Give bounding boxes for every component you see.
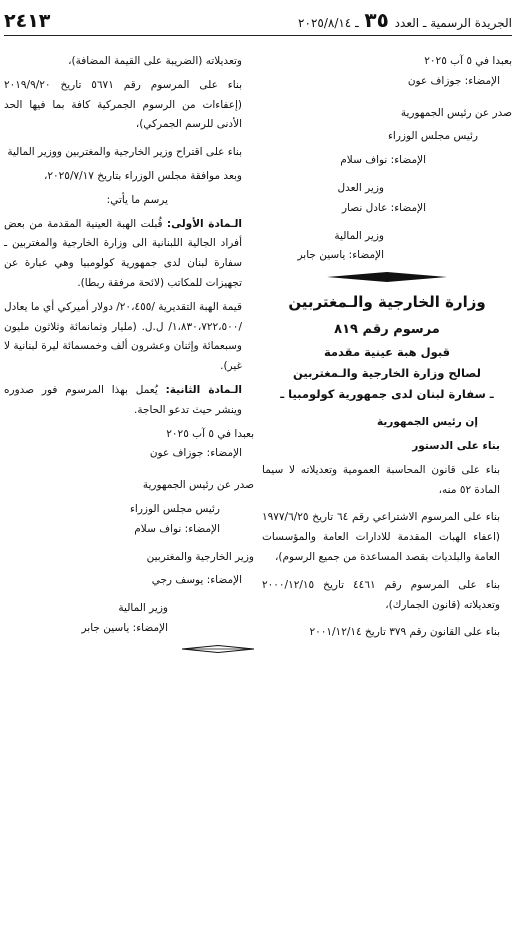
signing-date: بعبدا في ٥ آب ٢٠٢٥	[424, 55, 512, 67]
justice-minister-title: وزير العدل	[337, 181, 384, 194]
issue-number: ٣٥	[364, 8, 389, 32]
council-approval: وبعد موافقة مجلس الوزراء بتاريخ ٢٠٢٥/٧/١٧،	[44, 169, 242, 182]
issue-date: ـ ٢٠٢٥/٨/١٤	[298, 16, 359, 30]
right-column	[262, 52, 512, 643]
page-header	[4, 4, 512, 36]
legal-basis-paragraph: بناء على المرسوم رقم ٥٦٧١ تاريخ ٢٠١٩/٩/٢٠ (إعفاءات من الرسوم الجمركية كافة بما فيها الحد الأدنى للرسم الجمركي)،	[4, 78, 242, 131]
issued-by: صدر عن رئيس الجمهورية	[400, 106, 512, 119]
article-two	[4, 381, 254, 421]
signature-finance: الإمضاء: ياسين جابر	[297, 249, 384, 262]
left-column	[4, 52, 254, 653]
signature-pm: الإمضاء: نواف سلام	[340, 154, 426, 167]
signature-foreign: الإمضاء: يوسف رجي	[151, 574, 242, 587]
signing-date: بعبدا في ٥ آب ٢٠٢٥	[166, 427, 254, 440]
ministry-title: وزارة الخارجية والـمغتربين	[288, 293, 486, 312]
signature-president: الإمضاء: جوزاف عون	[149, 447, 242, 460]
signature-pm: الإمضاء: نواف سلام	[134, 522, 220, 535]
legal-basis-paragraph: بناء على اقتراح وزير الخارجية والمغتربين ووزير المالية	[7, 146, 242, 159]
pm-title: رئيس مجلس الوزراء	[387, 130, 478, 143]
signature-finance: الإمضاء: ياسين جابر	[81, 621, 168, 634]
legal-basis-paragraph: بناء على المرسوم الاشتراعي رقم ٦٤ تاريخ ١٩٧٧/٦/٢٥ (اعفاء الهبات المقدمة للادارات العامة والمؤسسات العامة والبلديات بقصد المساعدة من جميع الرسوم)،	[262, 511, 500, 563]
decrees-heading: يرسم ما يأتي:	[106, 193, 168, 206]
issued-by: صدر عن رئيس الجمهورية	[142, 479, 254, 492]
header-title-group	[298, 8, 512, 32]
legal-basis-paragraph: بناء على القانون رقم ٣٧٩ تاريخ ٢٠٠١/١٢/١٤	[309, 626, 500, 639]
legal-basis-paragraph: وتعديلاته (الضريبة على القيمة المضافة)،	[68, 55, 242, 67]
decree-subject-line: لصالح وزارة الخارجية والـمغتربين	[293, 366, 481, 381]
foreign-minister-title: وزير الخارجية والمغتربين	[146, 550, 254, 563]
article-two-label: الـمادة الثانية:	[165, 383, 243, 396]
president-heading: إن رئيس الجمهورية	[376, 416, 478, 429]
signature-justice: الإمضاء: عادل نصار	[341, 201, 426, 214]
gazette-title: الجريدة الرسمية ـ العدد	[394, 16, 512, 30]
page-number: ٢٤١٣	[4, 10, 51, 32]
pm-title: رئيس مجلس الوزراء	[129, 502, 220, 515]
end-divider-ornament	[4, 645, 254, 653]
legal-basis-paragraph: بناء على المرسوم رقم ٤٤٦١ تاريخ ٢٠٠٠/١٢/١٥ وتعديلاته (قانون الجمارك)،	[262, 578, 500, 611]
donation-value: قيمة الهبة التقديرية /٢٠،٤٥٥/ دولار أميركي أي ما يعادل /١،٨٣٠،٧٢٢،٥٠٠/ ل.ل. (مليار وثمانمائة وثلاثون مليون وسبعمائة وإثنان وعشرون ألف وخمسمائة ليرة لبنانية لا غير).	[4, 300, 242, 373]
decree-subject-line: ـ سفارة لبنان لدى جمهورية كولومبيا ـ	[280, 387, 494, 402]
divider-ornament-icon	[327, 272, 447, 282]
article-one-label: الـمادة الأولى:	[166, 217, 242, 230]
article-one	[4, 215, 254, 294]
finance-minister-title: وزير المالية	[118, 602, 168, 615]
section-divider-ornament	[262, 272, 512, 282]
decree-title: مرسوم رقم ٨١٩	[334, 322, 440, 338]
signature-president: الإمضاء: جوزاف عون	[407, 74, 500, 87]
article-one-text: قُبلت الهبة العينية المقدمة من بعض أفراد الجالية اللبنانية الى وزارة الخارجية والمغتربين ـ سفارة لبنان لدى جمهورية كولومبيا وهي عبارة عن تجهيزات للمكاتب (لائحة مرفقة ربطا).	[4, 217, 242, 289]
article-two-text: يُعمل بهذا المرسوم فور صدوره وينشر حيث تدعو الحاجة.	[4, 383, 242, 416]
constitution-basis: بناء على الدستور	[412, 439, 500, 452]
finance-minister-title: وزير المالية	[334, 229, 384, 242]
decree-subject-line: قبول هبة عينية مقدمة	[323, 345, 451, 360]
divider-ornament-icon	[182, 645, 254, 653]
legal-basis-paragraph: بناء على قانون المحاسبة العمومية وتعديلاته لا سيما المادة ٥٢ منه،	[262, 463, 500, 496]
